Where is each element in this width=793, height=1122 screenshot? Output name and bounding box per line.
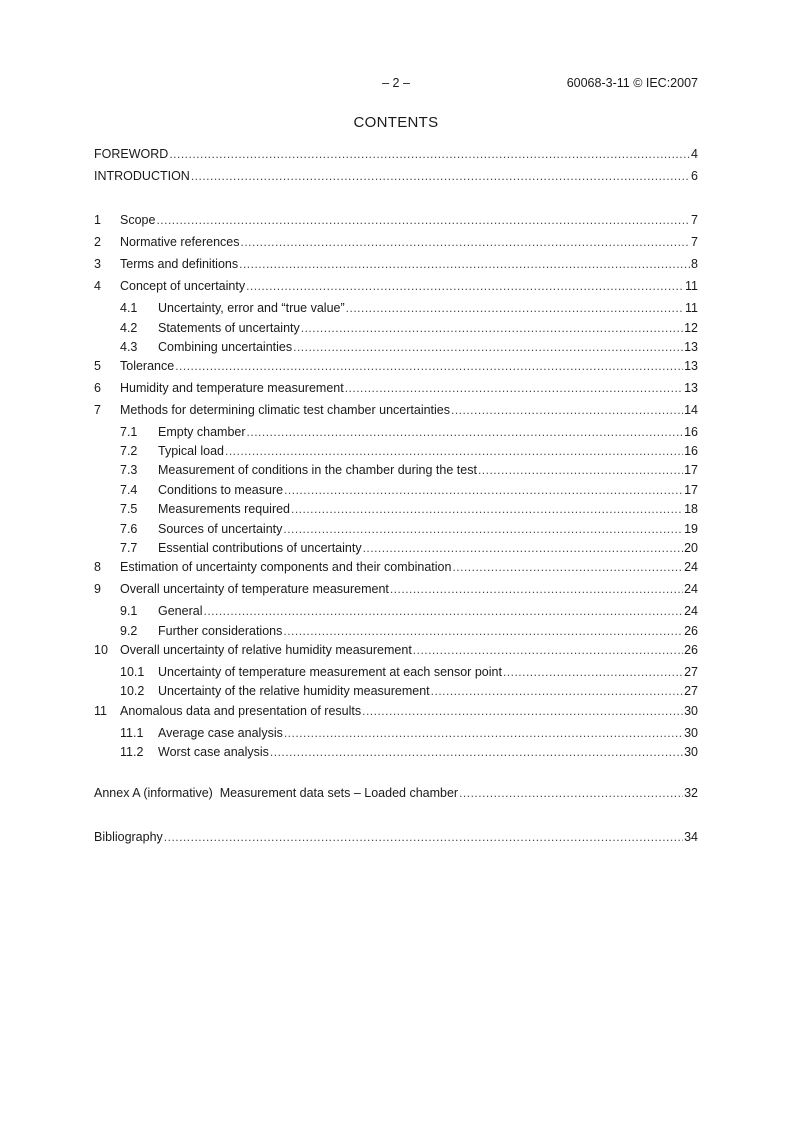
toc-entry-page: 16 [684, 425, 698, 439]
toc-entry-page: 27 [684, 665, 698, 679]
toc-entry-title: Measurement of conditions in the chamber during the test [158, 463, 477, 477]
toc-entry-section-10-1[interactable] [120, 662, 698, 680]
page-number: – 2 – [382, 76, 410, 90]
toc-entry-page: 24 [684, 560, 698, 574]
toc-entry-number: 7 [94, 403, 101, 417]
toc-entry-title: Concept of uncertainty [120, 279, 246, 293]
toc-entry-title: INTRODUCTION [94, 169, 190, 183]
toc-entry-title: Scope [120, 213, 156, 227]
toc-entry-annex-a[interactable] [94, 783, 698, 801]
toc-entry-bibliography[interactable] [94, 827, 698, 845]
dot-leader [301, 320, 683, 336]
toc-entry-number: 9.2 [120, 624, 138, 638]
dot-leader [225, 443, 683, 459]
toc-entry-page: 24 [684, 604, 698, 618]
toc-entry-title: Uncertainty, error and “true value” [158, 301, 345, 315]
dot-leader [283, 521, 683, 537]
document-reference: 60068-3-11 © IEC:2007 [566, 76, 698, 90]
toc-entry-section-10-2[interactable] [120, 681, 698, 699]
toc-entry-title: Empty chamber [158, 425, 246, 439]
toc-entry-section-2[interactable] [94, 232, 698, 250]
toc-entry-page: 34 [684, 830, 698, 844]
dot-leader [203, 603, 683, 619]
toc-entry-number: 7.6 [120, 522, 138, 536]
toc-entry-title: Bibliography [94, 830, 163, 844]
dot-leader [451, 402, 683, 418]
dot-leader [247, 424, 684, 440]
toc-entry-number: 10 [94, 643, 108, 657]
toc-entry-foreword[interactable] [94, 144, 698, 162]
dot-leader [164, 829, 683, 845]
toc-entry-title: Overall uncertainty of temperature measurement [120, 582, 389, 596]
toc-entry-number: 2 [94, 235, 101, 249]
toc-entry-page: 13 [684, 381, 698, 395]
toc-entry-section-7-4[interactable] [120, 480, 698, 498]
dot-leader [241, 234, 691, 250]
dot-leader [270, 744, 683, 760]
toc-entry-section-6[interactable] [94, 378, 698, 396]
toc-entry-section-11-2[interactable] [120, 742, 698, 760]
toc-entry-title: Essential contributions of uncertainty [158, 541, 362, 555]
dot-leader [156, 212, 690, 228]
toc-entry-section-1[interactable] [94, 210, 698, 228]
toc-entry-page: 30 [684, 704, 698, 718]
toc-entry-page: 11 [685, 301, 698, 315]
toc-entry-number: 9 [94, 582, 101, 596]
toc-entry-page: 12 [684, 321, 698, 335]
dot-leader [293, 339, 683, 355]
toc-entry-section-9[interactable] [94, 579, 698, 597]
toc-entry-title: Tolerance [120, 359, 175, 373]
dot-leader [363, 540, 684, 556]
toc-entry-title: Methods for determining climatic test chamber uncertainties [120, 403, 451, 417]
toc-entry-section-11[interactable] [94, 701, 698, 719]
toc-entry-title: FOREWORD [94, 147, 169, 161]
toc-entry-section-7[interactable] [94, 400, 698, 418]
toc-entry-title: Terms and definitions [120, 257, 239, 271]
toc-entry-title: Uncertainty of temperature measurement at each sensor point [158, 665, 502, 679]
dot-leader [390, 581, 683, 597]
dot-leader [284, 725, 683, 741]
toc-entry-section-7-6[interactable] [120, 519, 698, 537]
toc-entry-number: 4 [94, 279, 101, 293]
toc-entry-number: 1 [94, 213, 101, 227]
toc-entry-number: 11 [94, 704, 107, 718]
toc-entry-number: 7.7 [120, 541, 138, 555]
toc-entry-number: 3 [94, 257, 101, 271]
toc-entry-page: 16 [684, 444, 698, 458]
toc-entry-title: Anomalous data and presentation of results [120, 704, 362, 718]
toc-entry-page: 30 [684, 745, 698, 759]
toc-entry-section-4-1[interactable] [120, 298, 698, 316]
dot-leader [413, 642, 683, 658]
dot-leader [175, 358, 683, 374]
toc-entry-number: 6 [94, 381, 101, 395]
dot-leader [291, 501, 683, 517]
toc-entry-section-4[interactable] [94, 276, 698, 294]
toc-entry-section-3[interactable] [94, 254, 698, 272]
toc-entry-section-9-1[interactable] [120, 601, 698, 619]
toc-entry-title: Conditions to measure [158, 483, 284, 497]
toc-entry-page: 17 [684, 463, 698, 477]
toc-entry-title: Overall uncertainty of relative humidity measurement [120, 643, 412, 657]
page-title: CONTENTS [353, 114, 439, 131]
toc-entry-number: 10.1 [120, 665, 145, 679]
toc-entry-title: General [158, 604, 203, 618]
toc-entry-page: 6 [691, 169, 698, 183]
toc-entry-number: 7.1 [120, 425, 138, 439]
toc-entry-title: Measurements required [158, 502, 291, 516]
toc-entry-page: 14 [684, 403, 698, 417]
toc-entry-number: 4.2 [120, 321, 138, 335]
dot-leader [503, 664, 683, 680]
toc-entry-page: 17 [684, 483, 698, 497]
toc-entry-section-4-2[interactable] [120, 318, 698, 336]
dot-leader [345, 380, 683, 396]
toc-entry-number: 7.2 [120, 444, 138, 458]
toc-entry-number: 11.1 [120, 726, 144, 740]
toc-entry-number: 4.1 [120, 301, 138, 315]
toc-entry-number: 9.1 [120, 604, 138, 618]
dot-leader [239, 256, 690, 272]
toc-entry-section-8[interactable] [94, 557, 698, 575]
dot-leader [191, 168, 690, 184]
toc-entry-title: Annex A (informative) Measurement data sets – Loaded chamber [94, 786, 459, 800]
toc-entry-section-7-1[interactable] [120, 422, 698, 440]
toc-entry-page: 30 [684, 726, 698, 740]
toc-entry-number: 7.5 [120, 502, 138, 516]
toc-entry-page: 7 [691, 235, 698, 249]
toc-entry-section-9-2[interactable] [120, 621, 698, 639]
toc-entry-title: Average case analysis [158, 726, 283, 740]
toc-entry-title: Sources of uncertainty [158, 522, 283, 536]
toc-entry-section-11-1[interactable] [120, 723, 698, 741]
toc-entry-page: 7 [691, 213, 698, 227]
toc-entry-page: 27 [684, 684, 698, 698]
toc-entry-title: Statements of uncertainty [158, 321, 300, 335]
toc-entry-section-10[interactable] [94, 640, 698, 658]
dot-leader [283, 623, 683, 639]
dot-leader [169, 146, 690, 162]
toc-entry-page: 8 [691, 257, 698, 271]
dot-leader [284, 482, 683, 498]
toc-entry-section-5[interactable] [94, 356, 698, 374]
toc-entry-title: Further considerations [158, 624, 283, 638]
toc-entry-number: 4.3 [120, 340, 138, 354]
page-header [94, 76, 698, 94]
toc-entry-number: 7.3 [120, 463, 138, 477]
toc-entry-number: 7.4 [120, 483, 138, 497]
dot-leader [246, 278, 684, 294]
dot-leader [346, 300, 684, 316]
toc-entry-title: Combining uncertainties [158, 340, 293, 354]
toc-entry-page: 4 [691, 147, 698, 161]
dot-leader [431, 683, 683, 699]
toc-entry-section-7-5[interactable] [120, 499, 698, 517]
toc-entry-section-4-3[interactable] [120, 337, 698, 355]
toc-entry-page: 26 [684, 643, 698, 657]
toc-entry-title: Estimation of uncertainty components and their combination [120, 560, 452, 574]
dot-leader [362, 703, 683, 719]
toc-entry-number: 5 [94, 359, 101, 373]
toc-entry-page: 11 [685, 279, 698, 293]
toc-entry-page: 26 [684, 624, 698, 638]
toc-entry-page: 24 [684, 582, 698, 596]
toc-entry-number: 11.2 [120, 745, 144, 759]
toc-entry-section-7-7[interactable] [120, 538, 698, 556]
toc-entry-page: 19 [684, 522, 698, 536]
dot-leader [459, 785, 683, 801]
dot-leader [452, 559, 683, 575]
toc-entry-title: Normative references [120, 235, 240, 249]
toc-entry-title: Typical load [158, 444, 225, 458]
toc-entry-section-7-2[interactable] [120, 441, 698, 459]
toc-entry-page: 18 [684, 502, 698, 516]
toc-entry-page: 20 [684, 541, 698, 555]
toc-entry-introduction[interactable] [94, 166, 698, 184]
toc-entry-title: Uncertainty of the relative humidity measurement [158, 684, 430, 698]
toc-entry-title: Worst case analysis [158, 745, 269, 759]
toc-entry-number: 8 [94, 560, 101, 574]
toc-entry-number: 10.2 [120, 684, 145, 698]
toc-entry-page: 32 [684, 786, 698, 800]
toc-entry-section-7-3[interactable] [120, 460, 698, 478]
toc-entry-page: 13 [684, 359, 698, 373]
toc-entry-title: Humidity and temperature measurement [120, 381, 344, 395]
toc-entry-page: 13 [684, 340, 698, 354]
dot-leader [478, 462, 683, 478]
